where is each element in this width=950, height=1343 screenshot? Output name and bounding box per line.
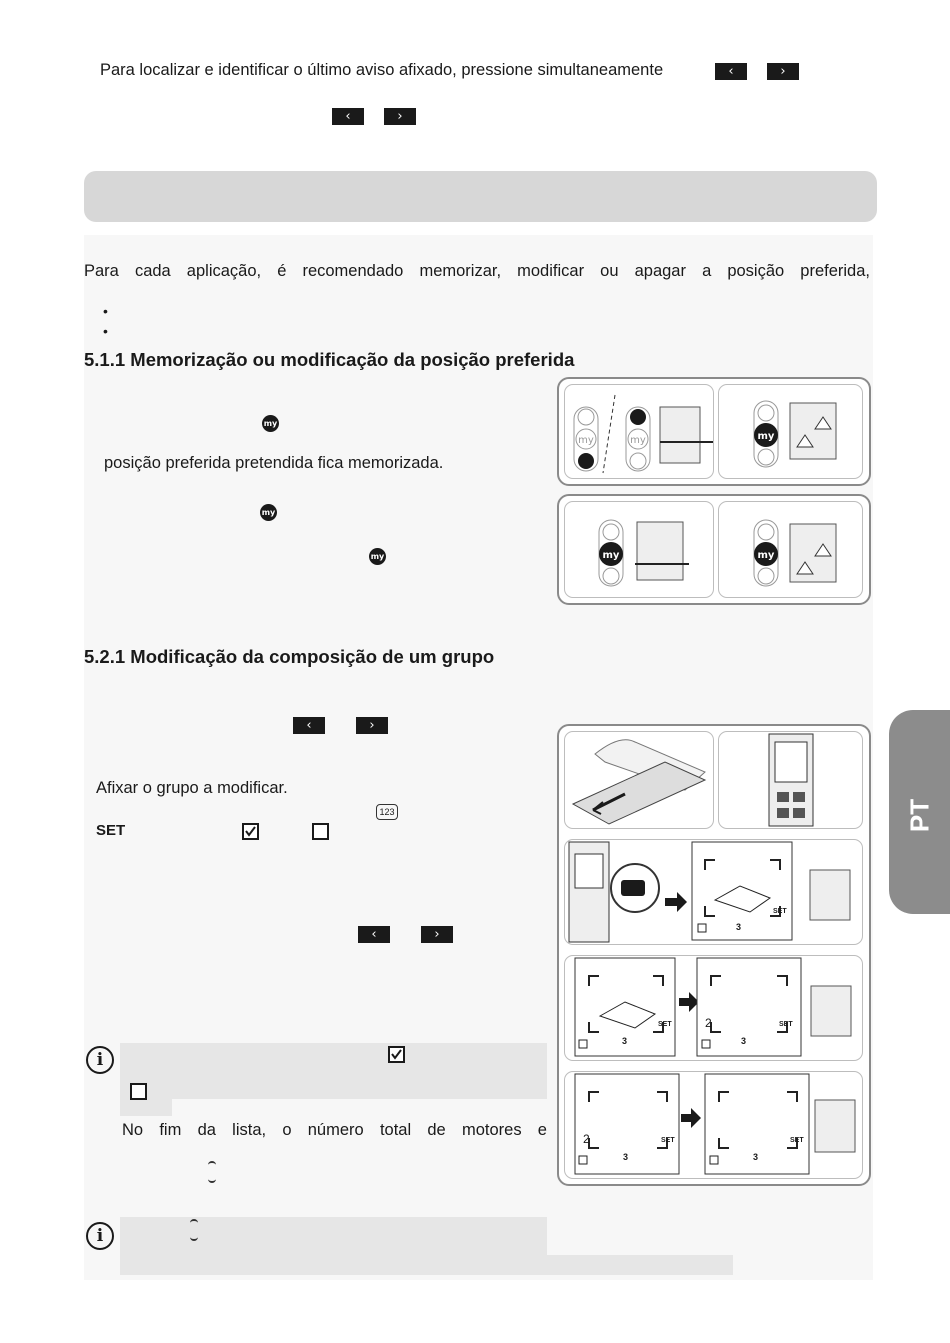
memorized-text: posição preferida pretendida fica memorizada. (104, 454, 444, 472)
remote-keys-illustration (565, 385, 713, 478)
small-bracket-icon (208, 1161, 216, 1183)
section-title-511: 5.1.1 Memorização ou modificação da posição preferida (84, 349, 575, 370)
lcd-set-label: SET (773, 908, 787, 915)
remote-lcd-illustration (565, 840, 862, 944)
lcd-set-label: SET (779, 1021, 793, 1028)
next-button-icon: › (356, 717, 388, 734)
lcd-set-label: SET (658, 1021, 672, 1028)
info-icon: i (86, 1046, 114, 1074)
remote-cover-illustration (565, 732, 713, 828)
remote-keys-illustration (719, 502, 862, 597)
lcd-sequence-illustration (565, 1072, 862, 1178)
figure-panel (564, 955, 863, 1061)
intro-line-1: Para localizar e identificar o último aviso afixado, pressione simultaneamente (100, 61, 664, 79)
svg-text:my: my (602, 550, 620, 561)
figure-panel (564, 839, 863, 945)
figure-panel (564, 1071, 863, 1179)
prev-button-icon: ‹ (358, 926, 390, 943)
section-banner (84, 171, 877, 222)
next-button-icon: › (767, 63, 799, 80)
svg-text:my: my (630, 435, 646, 446)
checkbox-checked-icon (242, 823, 259, 840)
language-tab-label: PT (904, 798, 935, 833)
bullet: • (103, 323, 108, 339)
bullet: • (103, 303, 108, 319)
next-button-icon: › (421, 926, 453, 943)
svg-text:my: my (578, 435, 594, 446)
remote-keys-illustration (565, 502, 713, 597)
note-box (120, 1217, 547, 1255)
note-box (120, 1043, 547, 1099)
figure-panel (718, 384, 863, 479)
my-button-icon: my (369, 548, 386, 565)
figure-panel (564, 731, 714, 829)
icon-123: 123 (376, 804, 398, 820)
remote-keys-illustration (719, 385, 862, 478)
lcd-number: 3 (736, 922, 742, 932)
set-label: SET (96, 822, 126, 839)
lcd-set-label: SET (661, 1137, 675, 1144)
svg-text:my: my (757, 431, 775, 442)
lcd-sequence-illustration (565, 956, 862, 1060)
note-box (120, 1099, 172, 1116)
note-box (120, 1255, 733, 1275)
figure-panel (718, 731, 863, 829)
figure-memorize-remote (557, 377, 871, 486)
lcd-digit: 2 (705, 1016, 712, 1030)
lcd-digit: 2 (583, 1132, 590, 1146)
my-button-icon: my (260, 504, 277, 521)
prev-button-icon: ‹ (332, 108, 364, 125)
figure-modify-remote (557, 494, 871, 605)
next-button-icon: › (384, 108, 416, 125)
checkbox-empty-icon (130, 1083, 147, 1100)
figure-group-modification (557, 724, 871, 1186)
lcd-number: 3 (741, 1036, 747, 1046)
remote-open-illustration (719, 732, 862, 828)
figure-panel (564, 501, 714, 598)
display-group-text: Afixar o grupo a modificar. (96, 779, 288, 797)
small-bracket-icon (190, 1219, 198, 1241)
svg-text:my: my (757, 550, 775, 561)
lcd-number: 3 (623, 1152, 629, 1162)
info-icon: i (86, 1222, 114, 1250)
checkbox-empty-icon (312, 823, 329, 840)
prev-button-icon: ‹ (293, 717, 325, 734)
lcd-number: 3 (753, 1152, 759, 1162)
lcd-number: 3 (622, 1036, 628, 1046)
section-intro-text: Para cada aplicação, é recomendado memorizar, modificar ou apagar a posição preferida, (84, 262, 870, 280)
section-title-521: 5.2.1 Modificação da composição de um grupo (84, 646, 495, 667)
note-end-text: No fim da lista, o número total de motores e (122, 1121, 547, 1139)
prev-button-icon: ‹ (715, 63, 747, 80)
figure-panel (718, 501, 863, 598)
lcd-set-label: SET (790, 1137, 804, 1144)
checkbox-checked-icon (388, 1046, 405, 1063)
my-button-icon: my (262, 415, 279, 432)
figure-panel (564, 384, 714, 479)
